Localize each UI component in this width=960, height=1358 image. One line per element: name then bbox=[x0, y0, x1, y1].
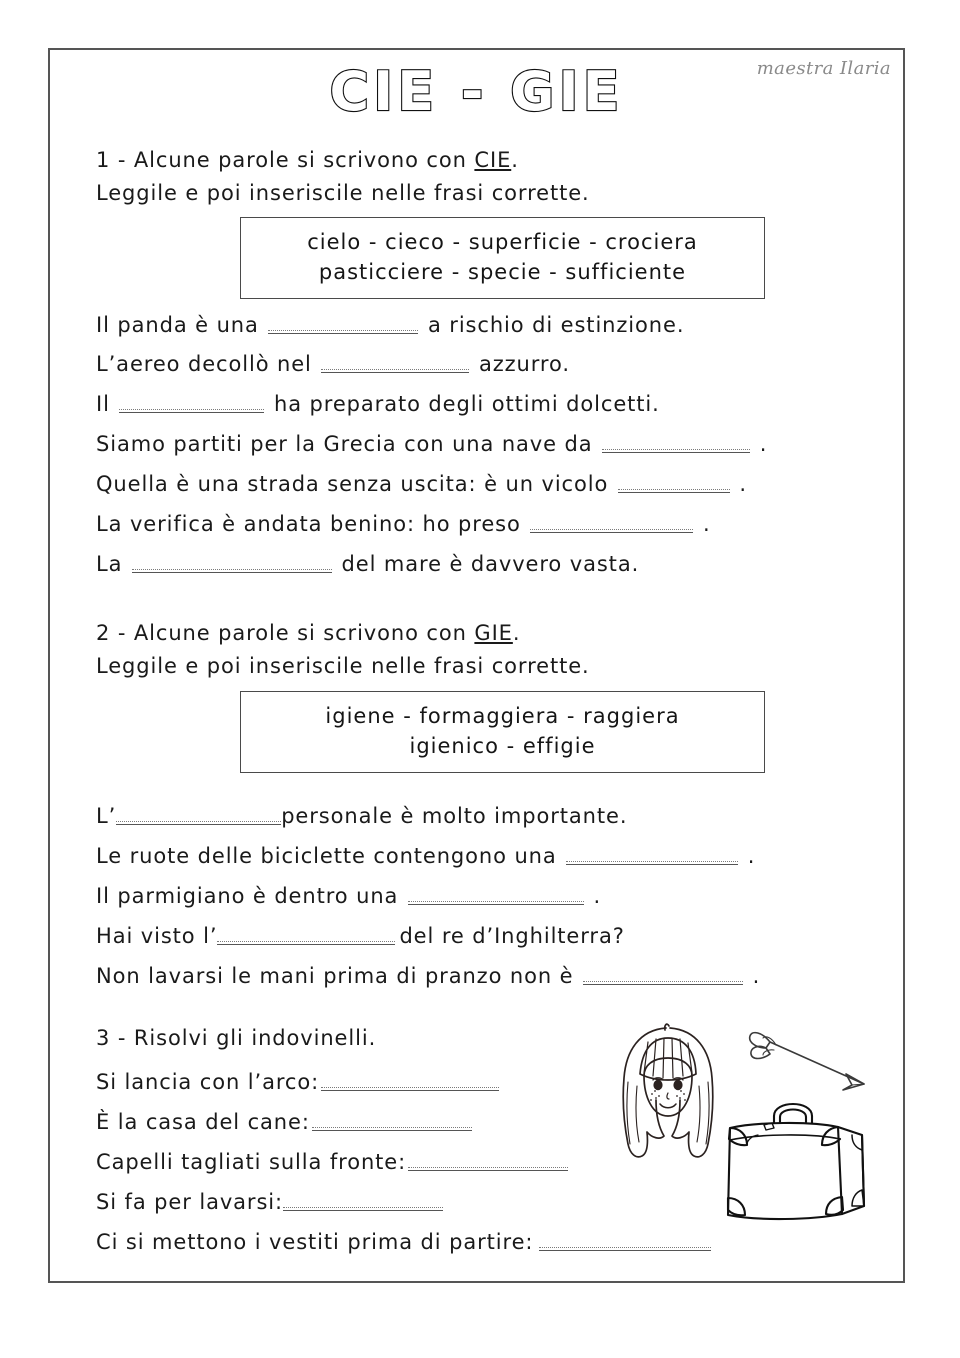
sentence-text-after: del mare è davvero vasta. bbox=[341, 552, 640, 576]
exercise-1-sentence-1 bbox=[96, 311, 684, 337]
exercise-1-sentence-6 bbox=[96, 510, 711, 536]
sentence-text-before: Il bbox=[96, 392, 110, 416]
sentence-text-after: ha preparato degli ottimi dolcetti. bbox=[273, 392, 660, 416]
riddle-prompt: È la casa del cane: bbox=[96, 1110, 310, 1134]
sentence-text-after: azzurro. bbox=[478, 352, 570, 376]
sentence-text-after: . bbox=[702, 512, 711, 536]
exercise-1-sentence-3 bbox=[96, 390, 660, 416]
answer-blank[interactable] bbox=[119, 390, 264, 411]
sentence-text-before: L’aereo decollò nel bbox=[96, 352, 312, 376]
answer-blank[interactable] bbox=[408, 1148, 568, 1169]
sentence-text-after: a rischio di estinzione. bbox=[427, 313, 685, 337]
answer-blank[interactable] bbox=[566, 842, 738, 863]
exercise-1-sentence-7 bbox=[96, 550, 639, 576]
answer-blank[interactable] bbox=[312, 1108, 472, 1129]
author-signature: maestra Ilaria bbox=[756, 58, 891, 79]
sentence-text-after: personale è molto importante. bbox=[281, 804, 628, 828]
sentence-text-after: . bbox=[593, 884, 602, 908]
answer-blank[interactable] bbox=[539, 1228, 711, 1249]
exercise-2-instruction-line-2: Leggile e poi inseriscile nelle frasi corrette. bbox=[96, 654, 590, 678]
answer-blank[interactable] bbox=[602, 430, 750, 451]
answer-blank[interactable] bbox=[217, 922, 395, 943]
answer-blank[interactable] bbox=[268, 311, 418, 332]
exercise-3-riddle-3 bbox=[96, 1148, 568, 1174]
exercise-1-word-bank-line-2: pasticciere - specie - sufficiente bbox=[318, 260, 687, 285]
sentence-text-after: del re d’Inghilterra? bbox=[399, 924, 625, 948]
exercise-3-riddle-1 bbox=[96, 1068, 499, 1094]
sentence-text-before: Quella è una strada senza uscita: è un vicolo bbox=[96, 472, 609, 496]
exercise-1-instruction-line-1 bbox=[96, 149, 519, 172]
answer-blank[interactable] bbox=[321, 350, 469, 371]
exercise-2-sentence-3 bbox=[96, 882, 601, 908]
riddle-prompt: Capelli tagliati sulla fronte: bbox=[96, 1150, 407, 1174]
answer-blank[interactable] bbox=[116, 802, 281, 823]
sentence-text-before: Le ruote delle biciclette contengono una bbox=[96, 844, 557, 868]
sentence-text-after: . bbox=[747, 844, 756, 868]
exercise-1-instruction-pre: 1 - Alcune parole si scrivono con bbox=[96, 148, 475, 172]
answer-blank[interactable] bbox=[132, 550, 332, 571]
sentence-text-before: La bbox=[96, 552, 123, 576]
riddle-prompt: Si fa per lavarsi: bbox=[96, 1190, 284, 1214]
exercise-2-instruction-pre: 2 - Alcune parole si scrivono con bbox=[96, 621, 475, 645]
answer-blank[interactable] bbox=[530, 510, 693, 531]
sentence-text-before: Il panda è una bbox=[96, 313, 259, 337]
answer-blank[interactable] bbox=[321, 1068, 499, 1089]
exercise-1-word-bank bbox=[240, 217, 765, 299]
sentence-text-after: . bbox=[752, 964, 761, 988]
exercise-2-word-bank bbox=[240, 691, 765, 773]
worksheet-content bbox=[48, 48, 905, 1283]
exercise-2-instruction-post: . bbox=[512, 621, 521, 645]
sentence-text-before: Hai visto l’ bbox=[96, 924, 218, 948]
sentence-text-after: . bbox=[739, 472, 747, 496]
sentence-text-before: Siamo partiti per la Grecia con una nave da bbox=[96, 432, 593, 456]
sentence-text-before: Il parmigiano è dentro una bbox=[96, 884, 399, 908]
exercise-2-sentence-2 bbox=[96, 842, 755, 868]
exercise-3-riddle-4 bbox=[96, 1188, 443, 1214]
exercise-2-word-bank-line-2: igienico - effigie bbox=[409, 734, 596, 759]
exercise-2-keyword: GIE bbox=[474, 621, 513, 645]
exercise-1-keyword: CIE bbox=[474, 148, 512, 172]
sentence-text-before: L’ bbox=[96, 804, 117, 828]
page-title: CIE - GIE bbox=[329, 60, 624, 123]
answer-blank[interactable] bbox=[283, 1188, 443, 1209]
exercise-2-sentence-4 bbox=[96, 922, 625, 948]
exercise-1-word-bank-line-1: cielo - cieco - superficie - crociera bbox=[307, 230, 698, 254]
exercise-1-instruction-line-2: Leggile e poi inseriscile nelle frasi corrette. bbox=[96, 181, 590, 205]
sentence-text-after: . bbox=[759, 432, 768, 456]
exercise-3-riddle-2 bbox=[96, 1108, 472, 1134]
suitcase-illustration bbox=[716, 1090, 876, 1230]
exercise-1-sentence-4 bbox=[96, 430, 767, 456]
exercise-2-sentence-5 bbox=[96, 962, 760, 988]
exercise-2-sentence-1 bbox=[96, 802, 627, 828]
girl-face-illustration bbox=[608, 1020, 728, 1170]
exercise-2-word-bank-line-1: igiene - formaggiera - raggiera bbox=[325, 704, 680, 728]
riddle-prompt: Si lancia con l’arco: bbox=[96, 1070, 320, 1094]
exercise-1-sentence-2 bbox=[96, 350, 570, 376]
answer-blank[interactable] bbox=[618, 470, 730, 491]
answer-blank[interactable] bbox=[583, 962, 743, 983]
sentence-text-before: Non lavarsi le mani prima di pranzo non è bbox=[96, 964, 574, 988]
answer-blank[interactable] bbox=[408, 882, 584, 903]
sentence-text-before: La verifica è andata benino: ho preso bbox=[96, 512, 521, 536]
exercise-1-instruction-post: . bbox=[511, 148, 519, 172]
exercise-3-riddle-5 bbox=[96, 1228, 711, 1254]
exercise-2-instruction-line-1 bbox=[96, 622, 520, 645]
exercise-3-instruction: 3 - Risolvi gli indovinelli. bbox=[96, 1026, 377, 1050]
riddle-prompt: Ci si mettono i vestiti prima di partire: bbox=[96, 1230, 534, 1254]
exercise-1-sentence-5 bbox=[96, 470, 747, 496]
